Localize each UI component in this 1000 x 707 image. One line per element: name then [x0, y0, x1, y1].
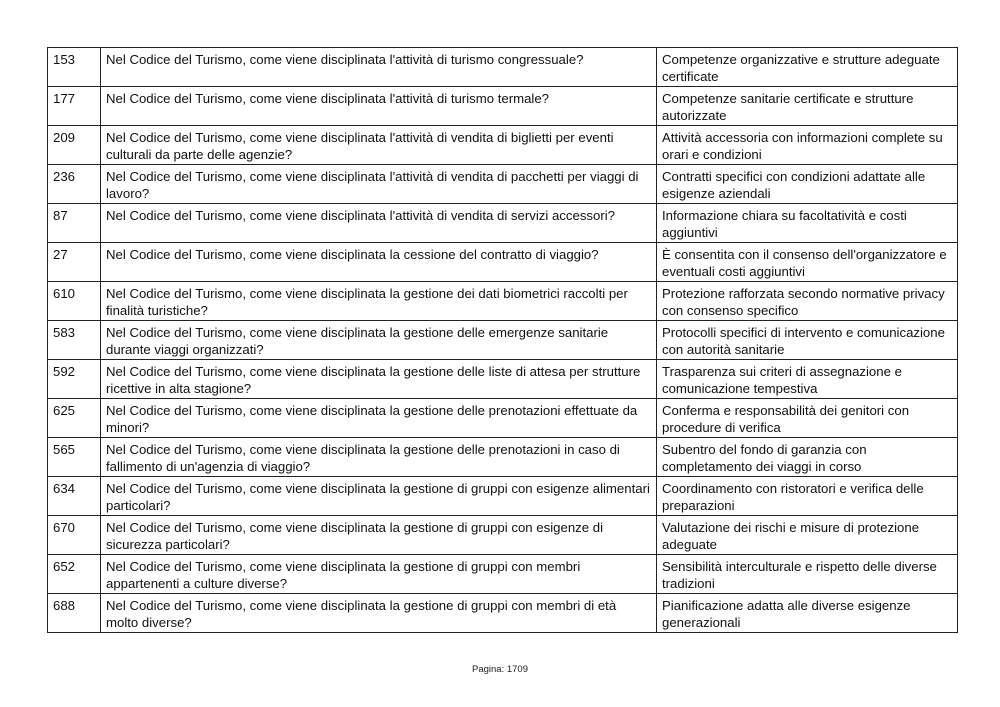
answer-text: Trasparenza sui criteri di assegnazione e comunicazione tempestiva	[657, 360, 958, 399]
qa-table-body	[48, 48, 958, 633]
question-text: Nel Codice del Turismo, come viene disciplinata l'attività di vendita di pacchetti per viaggi di lavoro?	[101, 165, 657, 204]
question-text: Nel Codice del Turismo, come viene disciplinata la gestione di gruppi con esigenze alimentari particolari?	[101, 477, 657, 516]
table-row	[48, 204, 958, 243]
question-id: 583	[48, 321, 101, 360]
question-text: Nel Codice del Turismo, come viene disciplinata la gestione delle prenotazioni in caso di fallimento di un'agenzia di viaggio?	[101, 438, 657, 477]
answer-text: Pianificazione adatta alle diverse esigenze generazionali	[657, 594, 958, 633]
question-id: 87	[48, 204, 101, 243]
table-row	[48, 243, 958, 282]
answer-text: Subentro del fondo di garanzia con completamento dei viaggi in corso	[657, 438, 958, 477]
table-row	[48, 126, 958, 165]
question-text: Nel Codice del Turismo, come viene disciplinata la gestione delle liste di attesa per strutture ricettive in alta stagione?	[101, 360, 657, 399]
answer-text: Valutazione dei rischi e misure di protezione adeguate	[657, 516, 958, 555]
answer-text: È consentita con il consenso dell'organizzatore e eventuali costi aggiuntivi	[657, 243, 958, 282]
question-text: Nel Codice del Turismo, come viene disciplinata l'attività di vendita di servizi accessori?	[101, 204, 657, 243]
question-id: 565	[48, 438, 101, 477]
question-id: 592	[48, 360, 101, 399]
question-text: Nel Codice del Turismo, come viene disciplinata la gestione delle prenotazioni effettuate da minori?	[101, 399, 657, 438]
question-id: 27	[48, 243, 101, 282]
answer-text: Competenze organizzative e strutture adeguate certificate	[657, 48, 958, 87]
answer-text: Sensibilità interculturale e rispetto delle diverse tradizioni	[657, 555, 958, 594]
table-row	[48, 165, 958, 204]
question-id: 634	[48, 477, 101, 516]
question-text: Nel Codice del Turismo, come viene disciplinata la gestione delle emergenze sanitarie durante viaggi organizzati?	[101, 321, 657, 360]
question-id: 236	[48, 165, 101, 204]
qa-table	[47, 47, 958, 633]
question-text: Nel Codice del Turismo, come viene disciplinata l'attività di turismo termale?	[101, 87, 657, 126]
table-row	[48, 87, 958, 126]
page-number: Pagina: 1709	[472, 664, 528, 675]
question-text: Nel Codice del Turismo, come viene disciplinata la gestione di gruppi con esigenze di sicurezza particolari?	[101, 516, 657, 555]
question-text: Nel Codice del Turismo, come viene disciplinata l'attività di turismo congressuale?	[101, 48, 657, 87]
answer-text: Competenze sanitarie certificate e strutture autorizzate	[657, 87, 958, 126]
table-row	[48, 438, 958, 477]
table-row	[48, 282, 958, 321]
table-row	[48, 594, 958, 633]
question-text: Nel Codice del Turismo, come viene disciplinata la gestione dei dati biometrici raccolti per finalità turistiche?	[101, 282, 657, 321]
table-row	[48, 48, 958, 87]
table-row	[48, 399, 958, 438]
question-id: 209	[48, 126, 101, 165]
question-id: 625	[48, 399, 101, 438]
table-row	[48, 516, 958, 555]
answer-text: Attività accessoria con informazioni complete su orari e condizioni	[657, 126, 958, 165]
table-row	[48, 321, 958, 360]
question-text: Nel Codice del Turismo, come viene disciplinata l'attività di vendita di biglietti per eventi culturali da parte delle agenzie?	[101, 126, 657, 165]
answer-text: Coordinamento con ristoratori e verifica delle preparazioni	[657, 477, 958, 516]
answer-text: Protocolli specifici di intervento e comunicazione con autorità sanitarie	[657, 321, 958, 360]
question-id: 177	[48, 87, 101, 126]
question-id: 670	[48, 516, 101, 555]
answer-text: Contratti specifici con condizioni adattate alle esigenze aziendali	[657, 165, 958, 204]
question-id: 610	[48, 282, 101, 321]
table-row	[48, 555, 958, 594]
question-text: Nel Codice del Turismo, come viene disciplinata la gestione di gruppi con membri di età molto diverse?	[101, 594, 657, 633]
answer-text: Informazione chiara su facoltatività e costi aggiuntivi	[657, 204, 958, 243]
question-id: 153	[48, 48, 101, 87]
table-row	[48, 360, 958, 399]
answer-text: Protezione rafforzata secondo normative privacy con consenso specifico	[657, 282, 958, 321]
question-text: Nel Codice del Turismo, come viene disciplinata la gestione di gruppi con membri appartenenti a culture diverse?	[101, 555, 657, 594]
question-id: 652	[48, 555, 101, 594]
table-row	[48, 477, 958, 516]
question-id: 688	[48, 594, 101, 633]
answer-text: Conferma e responsabilità dei genitori con procedure di verifica	[657, 399, 958, 438]
question-text: Nel Codice del Turismo, come viene disciplinata la cessione del contratto di viaggio?	[101, 243, 657, 282]
